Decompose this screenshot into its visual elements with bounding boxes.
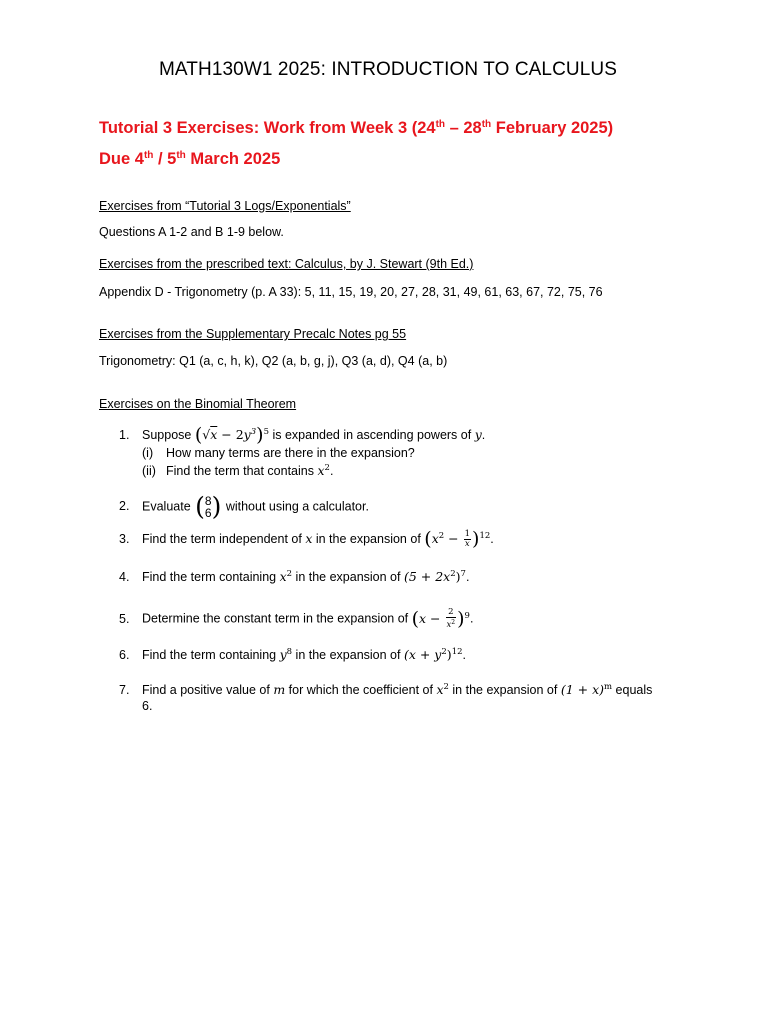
- tutorial-heading-part: Tutorial 3 Exercises: Work from Week 3 (24: [99, 119, 436, 137]
- question-number: 4.: [119, 570, 130, 584]
- binomial-section-title: Exercises on the Binomial Theorem: [99, 397, 297, 411]
- question-text: in the expansion of: [312, 532, 425, 546]
- question-7: [119, 682, 652, 697]
- question-5: [119, 608, 473, 630]
- question-text: Find the term independent of: [142, 532, 306, 546]
- question-number: 7.: [119, 683, 130, 697]
- tutorial-heading: [99, 119, 613, 138]
- math-variable: x: [317, 463, 325, 478]
- question-text: Find a positive value of: [142, 683, 274, 697]
- question-text: .: [490, 532, 494, 546]
- question-number: 1.: [119, 428, 130, 442]
- math-expression: (5 + 2x: [403, 569, 451, 584]
- stewart-section-body: Appendix D - Trigonometry (p. A 33): 5, 11, 15, 19, 20, 27, 28, 31, 49, 61, 63, 67, 72, 75, 76: [99, 285, 603, 299]
- stewart-section-title: Exercises from the prescribed text: Calculus, by J. Stewart (9th Ed.): [99, 257, 474, 271]
- question-text: Evaluate: [142, 499, 195, 514]
- logs-section-body: Questions A 1-2 and B 1-9 below.: [99, 225, 284, 239]
- binomial-top: 8: [204, 494, 212, 508]
- question-text: Suppose: [142, 428, 195, 442]
- tutorial-heading-sup: th: [481, 119, 492, 130]
- due-heading-part: Due 4: [99, 150, 144, 168]
- q5-expression: (x − $\frac{2}{x^2}$ )$^9$: [411, 607, 470, 630]
- binomial-bottom: 6: [204, 506, 212, 520]
- due-heading-sup: th: [176, 150, 186, 161]
- question-7-continuation: 6.: [142, 699, 153, 713]
- question-text: .: [465, 570, 470, 584]
- question-3: [119, 530, 494, 549]
- question-number: 6.: [119, 648, 130, 662]
- math-exponent: 2: [450, 569, 456, 579]
- math-exponent: 9: [464, 610, 470, 621]
- tutorial-heading-sup: th: [435, 119, 446, 130]
- question-number: 3.: [119, 532, 130, 546]
- question-2: [119, 492, 369, 521]
- sub-question-number: (ii): [142, 464, 156, 478]
- q3-expression: ($x^2$ − $\frac{1}{x}$ )$^{12}$: [424, 528, 491, 550]
- question-1-part-i: [142, 446, 415, 460]
- due-heading-part: March 2025: [185, 150, 281, 168]
- math-variable: y: [279, 647, 287, 662]
- math-exponent: m: [604, 682, 613, 692]
- math-variable: x: [279, 569, 287, 584]
- math-exponent: 2: [443, 682, 449, 692]
- question-text: .: [481, 428, 486, 442]
- math-exponent: 12: [451, 647, 463, 657]
- math-expression: (1 + x): [560, 682, 604, 697]
- math-exponent: 12: [479, 531, 491, 541]
- question-text: is expanded in ascending powers of: [268, 428, 475, 442]
- tutorial-heading-part: February 2025): [491, 119, 614, 137]
- math-expression: ): [455, 569, 461, 584]
- question-text: .: [469, 611, 474, 626]
- question-text: Determine the constant term in the expansion of: [142, 611, 412, 626]
- math-variable: x: [305, 531, 313, 546]
- math-exponent: 8: [286, 647, 293, 657]
- question-text: equals: [612, 683, 653, 697]
- sub-question-number: (i): [142, 446, 154, 460]
- math-expression: ): [446, 647, 452, 662]
- question-number: 5.: [119, 611, 130, 626]
- question-text: without using a calculator.: [222, 499, 369, 514]
- precalc-section-title: Exercises from the Supplementary Precalc Notes pg 55: [99, 327, 407, 341]
- question-text: in the expansion of: [448, 683, 561, 697]
- logs-section-title: Exercises from “Tutorial 3 Logs/Exponentials”: [99, 199, 351, 213]
- sub-question-text: Find the term that contains: [166, 464, 318, 478]
- question-text: Find the term containing: [142, 648, 280, 662]
- question-text: in the expansion of: [292, 648, 404, 662]
- math-variable: x: [436, 682, 444, 697]
- math-variable: y: [474, 427, 482, 442]
- tutorial-heading-part: – 28: [445, 119, 482, 137]
- precalc-section-body: Trigonometry: Q1 (a, c, h, k), Q2 (a, b, g, j), Q3 (a, d), Q4 (a, b): [99, 354, 448, 368]
- question-1-part-ii: [142, 463, 333, 478]
- course-title: MATH130W1 2025: INTRODUCTION TO CALCULUS: [159, 59, 617, 80]
- due-date-heading: [99, 150, 280, 169]
- math-exponent: 2: [324, 463, 330, 473]
- question-text: .: [462, 648, 466, 662]
- question-text: for which the coefficient of: [285, 683, 437, 697]
- math-exponent: 2: [441, 647, 447, 657]
- question-4: [119, 569, 469, 584]
- question-6: [119, 647, 466, 662]
- math-expression: (x + y: [403, 647, 442, 662]
- binomial-coefficient: ( 8 6 ): [195, 492, 222, 521]
- due-heading-part: / 5: [153, 150, 177, 168]
- sub-question-text: .: [329, 464, 334, 478]
- due-heading-sup: th: [143, 150, 154, 161]
- question-1: [119, 424, 486, 446]
- question-number: 2.: [119, 499, 130, 514]
- math-variable: m: [273, 682, 286, 697]
- sub-question-text: How many terms are there in the expansion?: [166, 446, 415, 460]
- question-text: Find the term containing: [142, 570, 280, 584]
- question-text: in the expansion of: [292, 570, 404, 584]
- math-exponent: 2: [286, 569, 293, 579]
- q1-expression: $(√x - 2y^3)^5$: [194, 424, 269, 446]
- math-exponent: 7: [460, 569, 466, 579]
